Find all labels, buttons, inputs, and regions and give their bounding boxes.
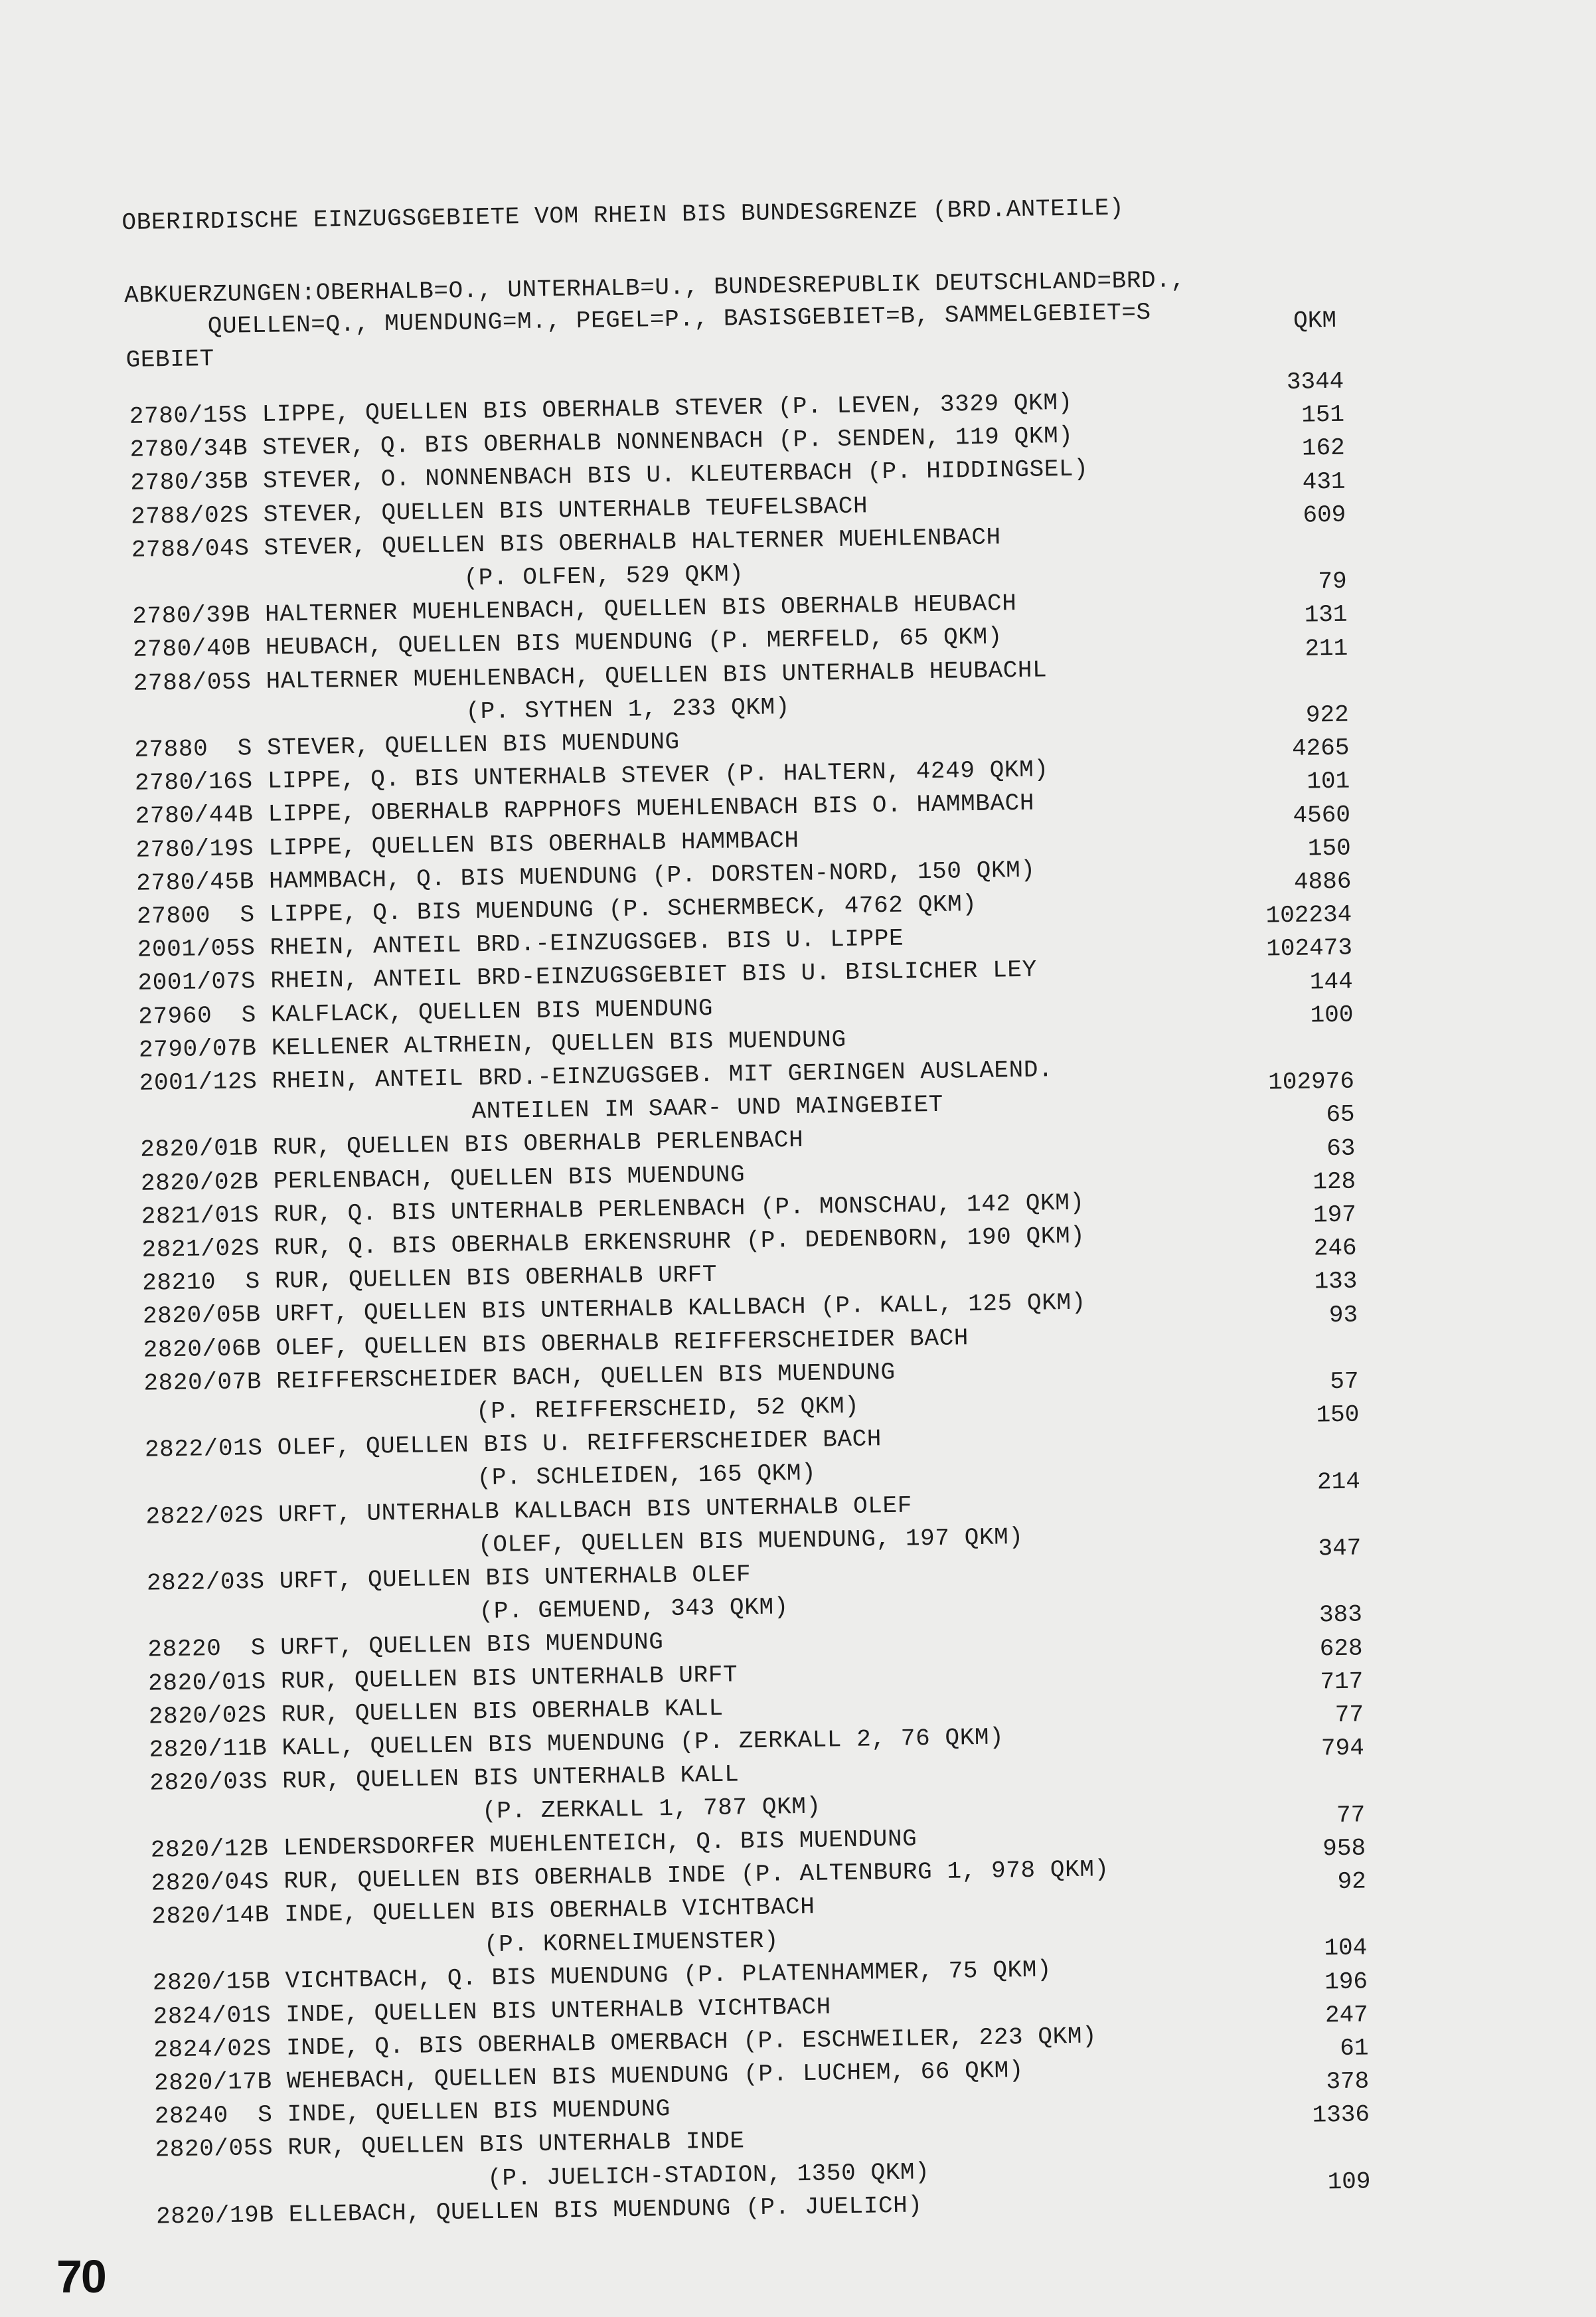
table-row-qkm: 102234 [1265,901,1352,930]
table-row-qkm: 109 [1327,2168,1371,2196]
table-row-qkm: 79 [1318,567,1348,596]
table-row-qkm: 150 [1307,834,1352,863]
table-row-gebiet: 2788/04S STEVER, QUELLEN BIS OBERHALB HALTERNER MUEHLENBACH [131,523,1002,564]
table-row-qkm: 214 [1317,1468,1361,1496]
table-row-gebiet: 2820/14B INDE, QUELLEN BIS OBERHALB VICHTBACH [151,1893,815,1931]
table-row-qkm: 1336 [1312,2101,1370,2130]
table-row-gebiet: 2820/02B PERLENBACH, QUELLEN BIS MUENDUNG [140,1160,746,1197]
table-row-qkm: 4886 [1293,867,1352,896]
table-row-gebiet: 2824/01S INDE, QUELLEN BIS UNTERHALB VICHTBACH [153,1992,832,2031]
table-row-qkm: 93 [1328,1301,1358,1329]
table-row-qkm: 247 [1324,2001,1369,2029]
table-row-qkm: 131 [1304,601,1348,629]
table-row-qkm: 794 [1320,1734,1365,1762]
table-row-gebiet: 2822/03S URFT, QUELLEN BIS UNTERHALB OLEF [146,1561,752,1597]
table-row-gebiet: 2780/15S LIPPE, QUELLEN BIS OBERHALB STEVER (P. LEVEN, 3329 QKM) [129,388,1074,430]
table-row-qkm: 197 [1313,1201,1357,1229]
table-row-gebiet: 2001/05S RHEIN, ANTEIL BRD.-EINZUGSGEB. BIS U. LIPPE [137,924,904,964]
table-row-qkm: 63 [1326,1134,1356,1162]
table-row-gebiet: 2780/39B HALTERNER MUEHLENBACH, QUELLEN BIS OBERHALB HEUBACH [132,590,1017,630]
table-row-qkm: 144 [1309,968,1353,996]
table-row-qkm: 57 [1330,1367,1359,1396]
column-header-qkm: QKM [1293,306,1337,335]
table-row-gebiet: 2821/01S RUR, Q. BIS UNTERHALB PERLENBACH (P. MONSCHAU, 142 QKM) [141,1189,1085,1231]
table-row-gebiet: 2820/17B WEHEBACH, QUELLEN BIS MUENDUNG (P. LUCHEM, 66 QKM) [153,2057,1024,2097]
page-number: 70 [56,2251,106,2302]
table-row-gebiet: 2820/12B LENDERSDORFER MUEHLENTEICH, Q. BIS MUENDUNG [150,1825,918,1864]
table-row-gebiet: 2822/01S OLEF, QUELLEN BIS U. REIFFERSCHEIDER BACH [144,1425,882,1464]
table-row-qkm: 246 [1313,1234,1357,1262]
table-row-qkm: 61 [1339,2034,1369,2063]
table-row-gebiet: 2820/04S RUR, QUELLEN BIS OBERHALB INDE (P. ALTENBURG 1, 978 QKM) [151,1855,1110,1897]
table-row-gebiet: 2820/19B ELLEBACH, QUELLEN BIS MUENDUNG (P. JUELICH) [155,2191,923,2231]
table-row-qkm: 104 [1324,1934,1368,1962]
table-row-gebiet: 2790/07B KELLENER ALTRHEIN, QUELLEN BIS MUENDUNG [138,1025,846,1064]
table-row-gebiet: 2820/06B OLEF, QUELLEN BIS OBERHALB REIFFERSCHEIDER BACH [143,1324,969,1364]
table-row-qkm: 378 [1326,2067,1370,2096]
table-row-gebiet: 2820/07B REIFFERSCHEIDER BACH, QUELLEN BIS MUENDUNG [143,1358,896,1397]
table-row-qkm: 102473 [1266,934,1353,963]
table-row-qkm: 922 [1305,701,1350,729]
table-row-gebiet: 2788/05S HALTERNER MUEHLENBACH, QUELLEN BIS UNTERHALB HEUBACHL [133,655,1048,697]
page-title: OBERIRDISCHE EINZUGSGEBIETE VOM RHEIN BIS BUNDESGRENZE (BRD.ANTEILE) [121,194,1125,236]
table-row-qkm: 609 [1303,501,1346,529]
table-row-gebiet: 2820/01B RUR, QUELLEN BIS OBERHALB PERLENBACH [139,1126,804,1164]
table-row-gebiet: 2780/19S LIPPE, QUELLEN BIS OBERHALB HAMMBACH [135,826,799,864]
table-row-qkm: 100 [1310,1001,1354,1029]
table-row-gebiet: 2821/02S RUR, Q. BIS OBERHALB ERKENSRUHR (P. DEDENBORN, 190 QKM) [141,1222,1085,1264]
table-row-gebiet: 27960 S KALFLACK, QUELLEN BIS MUENDUNG [137,994,714,1031]
table-row-qkm: 431 [1302,468,1346,496]
table-row-gebiet: 2820/01S RUR, QUELLEN BIS UNTERHALB URFT [147,1661,738,1697]
table-row-qkm: 77 [1334,1701,1364,1729]
table-row-gebiet: 2788/02S STEVER, QUELLEN BIS UNTERHALB TEUFELSBACH [130,491,868,531]
row-continuation: (P. SCHLEIDEN, 165 QKM) [477,1460,817,1492]
row-continuation: (P. KORNELIMUENSTER) [483,1927,779,1959]
row-continuation: (P. GEMUEND, 343 QKM) [479,1593,789,1626]
table-row-qkm: 4560 [1293,801,1351,829]
table-row-gebiet: 2820/11B KALL, QUELLEN BIS MUENDUNG (P. ZERKALL 2, 76 QKM) [149,1723,1004,1764]
table-row-qkm: 196 [1324,1968,1368,1996]
row-continuation: (P. OLFEN, 529 QKM) [463,560,744,592]
row-continuation: (P. ZERKALL 1, 787 QKM) [481,1792,822,1826]
row-continuation: ANTEILEN IM SAAR- UND MAINGEBIET [471,1090,944,1126]
table-row-gebiet: 2822/02S URFT, UNTERHALB KALLBACH BIS UNTERHALB OLEF [145,1492,913,1531]
table-row-gebiet: 28220 S URFT, QUELLEN BIS MUENDUNG [147,1628,664,1664]
table-row-gebiet: 2780/16S LIPPE, Q. BIS UNTERHALB STEVER (P. HALTERN, 4249 QKM) [134,756,1049,797]
table-row-gebiet: 2780/44B LIPPE, OBERHALB RAPPHOFS MUEHLENBACH BIS O. HAMMBACH [135,790,1035,831]
row-continuation: (OLEF, QUELLEN BIS MUENDUNG, 197 QKM) [477,1523,1024,1559]
table-row-qkm: 383 [1318,1600,1363,1629]
table-row-qkm: 211 [1305,634,1348,663]
table-row-gebiet: 28210 S RUR, QUELLEN BIS OBERHALB URFT [141,1261,718,1297]
row-continuation: (P. JUELICH-STADION, 1350 QKM) [487,2158,930,2192]
table-row-gebiet: 2001/07S RHEIN, ANTEIL BRD-EINZUGSGEBIET BIS U. BISLICHER LEY [137,956,1038,997]
table-row-gebiet: 27800 S LIPPE, Q. BIS MUENDUNG (P. SCHERMBECK, 4762 QKM) [136,890,977,930]
table-row-qkm: 102976 [1267,1067,1355,1096]
table-row-qkm: 77 [1336,1801,1366,1829]
table-row-gebiet: 2001/12S RHEIN, ANTEIL BRD.-EINZUGSGEB. MIT GERINGEN AUSLAEND. [139,1056,1054,1097]
abbreviations-line-2: QUELLEN=Q., MUENDUNG=M., PEGEL=P., BASISGEBIET=B, SAMMELGEBIET=S [207,298,1152,341]
table-row-gebiet: 2780/34B STEVER, Q. BIS OBERHALB NONNENBACH (P. SENDEN, 119 QKM) [129,422,1074,464]
table-row-qkm: 150 [1316,1401,1360,1429]
table-row-gebiet: 2780/35B STEVER, O. NONNENBACH BIS U. KLEUTERBACH (P. HIDDINGSEL) [130,455,1089,497]
table-row-gebiet: 2820/05S RUR, QUELLEN BIS UNTERHALB INDE [155,2127,745,2164]
table-row-gebiet: 2820/03S RUR, QUELLEN BIS UNTERHALB KALL [149,1760,740,1797]
table-row-qkm: 162 [1301,434,1346,463]
table-row-gebiet: 2820/02S RUR, QUELLEN BIS OBERHALB KALL [148,1694,724,1731]
table-row-qkm: 151 [1301,400,1345,429]
table-row-qkm: 128 [1313,1167,1356,1196]
table-row-qkm: 133 [1314,1267,1358,1296]
table-row-qkm: 65 [1326,1100,1355,1129]
row-continuation: (P. REIFFERSCHEID, 52 QKM) [475,1392,860,1426]
table-row-qkm: 3344 [1286,367,1344,396]
table-row-qkm: 958 [1322,1834,1366,1863]
table-row-gebiet: 2820/15B VICHTBACH, Q. BIS MUENDUNG (P. PLATENHAMMER, 75 QKM) [152,1956,1052,1997]
row-continuation: (P. SYTHEN 1, 233 QKM) [465,693,791,726]
column-header-gebiet: GEBIET [125,345,215,374]
table-row-qkm: 347 [1318,1534,1362,1563]
table-row-gebiet: 2780/40B HEUBACH, QUELLEN BIS MUENDUNG (P. MERFELD, 65 QKM) [132,623,1003,664]
table-row-qkm: 4265 [1291,734,1350,763]
table-row-qkm: 717 [1320,1668,1364,1696]
table-row-gebiet: 2780/45B HAMMBACH, Q. BIS MUENDUNG (P. DORSTEN-NORD, 150 QKM) [135,856,1036,897]
table-row-gebiet: 2820/05B URFT, QUELLEN BIS UNTERHALB KALLBACH (P. KALL, 125 QKM) [142,1288,1087,1331]
table-row-qkm: 628 [1319,1634,1363,1663]
table-row-gebiet: 2824/02S INDE, Q. BIS OBERHALB OMERBACH (P. ESCHWEILER, 223 QKM) [153,2022,1097,2064]
abbreviations-line-1: ABKUERZUNGEN:OBERHALB=O., UNTERHALB=U., BUNDESREPUBLIK DEUTSCHLAND=BRD., [123,266,1186,309]
table-row-qkm: 92 [1337,1867,1367,1896]
table-row-qkm: 101 [1307,767,1350,796]
table-row-gebiet: 27880 S STEVER, QUELLEN BIS MUENDUNG [134,728,680,764]
table-row-gebiet: 28240 S INDE, QUELLEN BIS MUENDUNG [154,2095,671,2130]
